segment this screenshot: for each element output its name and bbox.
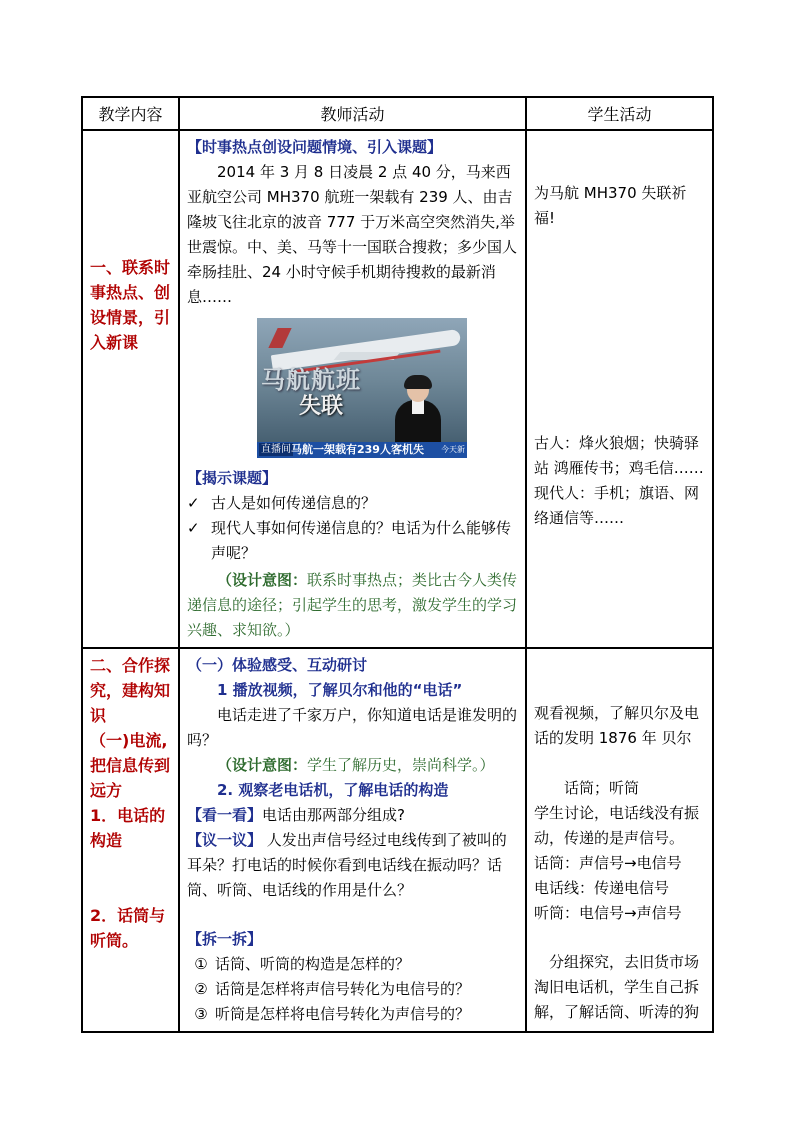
circled-one: ① <box>194 955 208 973</box>
question-text-2: 现代人事如何传递信息的？电话为什么能够传声呢？ <box>211 519 512 562</box>
take-item-2 <box>187 977 519 1002</box>
design-text: 联系时事热点；类比古今人类传递信息的途径；引起学生的思考，激发学生的学习兴趣、求知欲。） <box>187 571 518 639</box>
plane-tail-shape <box>268 328 291 348</box>
explore-part: （一）体验感受、互动研讨 <box>187 656 368 674</box>
reveal-title: 【揭示课题】 <box>187 469 278 487</box>
student-parts: 话筒；听筒 <box>564 779 640 797</box>
row-intro <box>82 130 713 648</box>
header-student: 学生活动 <box>526 97 713 130</box>
news-anchor-figure <box>391 378 445 446</box>
design-label: （设计意图： <box>217 571 308 589</box>
explore-section: 二、合作探究，建构知识 <box>90 656 171 725</box>
explore-item-2: 2．话筒与听筒。 <box>90 906 166 950</box>
design-intent-1 <box>187 568 519 643</box>
student-modern: 现代人：手机；旗语、网络通信等…… <box>534 484 700 527</box>
student-pray: 为马航 MH370 失联祈福! <box>534 184 687 227</box>
header-content: 教学内容 <box>82 97 179 130</box>
take-item-3 <box>187 1002 519 1027</box>
circled-three: ③ <box>194 1005 208 1023</box>
explore-item-1: 1．电话的构造 <box>90 806 166 850</box>
discuss-line <box>187 828 519 903</box>
explore-sub: （一)电流,把信息传到远方 <box>90 731 171 800</box>
student-ancient: 古人：烽火狼烟；快骑驿站 鸿雁传书；鸡毛信…… <box>534 434 704 477</box>
take-item-text-1: 话筒、听筒的构造是怎样的？ <box>215 955 411 973</box>
header-teacher: 教师活动 <box>179 97 526 130</box>
design-intent-2 <box>187 753 519 778</box>
news-photo <box>257 318 467 458</box>
discuss-text: 人发出声信号经过电线传到了被叫的耳朵？打电话的时候你看到电话线在振动吗？话筒、听筒、电话线的作用是什么？ <box>187 831 507 899</box>
photo-overlay-subtitle: 失联 <box>299 394 344 419</box>
student-discuss: 学生讨论，电话线没有振动，传递的是声信号。 <box>534 804 700 847</box>
ticker-text: 马航一架载有239人客机失 <box>291 443 424 456</box>
student-earpiece: 听筒：电信号→声信号 <box>534 904 682 922</box>
explore-step1: 1 播放视频，了解贝尔和他的“电话” <box>217 681 463 699</box>
student-watch: 观看视频，了解贝尔及电话的发明 1876 年 贝尔 <box>534 704 700 747</box>
look-label: 【看一看】 <box>187 806 263 824</box>
explore-content-cell <box>82 648 179 1032</box>
student-mic: 话筒：声信号→电信号 <box>534 854 682 872</box>
explore-step2: 2. 观察老电话机，了解电话的构造 <box>217 781 449 799</box>
discuss-label: 【议一议】 <box>187 831 263 849</box>
intro-title: 【时事热点创设问题情境、引入课题】 <box>187 138 443 156</box>
look-line <box>187 803 519 828</box>
check-icon: ✓ <box>187 519 200 537</box>
design-label-2: （设计意图： <box>217 756 308 774</box>
intro-teacher-cell <box>179 130 526 648</box>
take-apart-label: 【拆一拆】 <box>187 930 263 948</box>
design-text-2: 学生了解历史，崇尚科学。） <box>307 756 495 774</box>
question-text-1: 古人是如何传递信息的？ <box>211 494 377 512</box>
question-item-2 <box>187 516 519 566</box>
explore-student-cell <box>526 648 713 1032</box>
lesson-plan-table <box>81 96 714 1033</box>
take-item-text-2: 话筒是怎样将声信号转化为电信号的？ <box>215 980 471 998</box>
question-item-1 <box>187 491 519 516</box>
news-ticker <box>257 442 467 458</box>
ticker-right: 今天新 <box>441 445 465 454</box>
ticker-tag: 直播间 <box>261 444 291 455</box>
row-explore <box>82 648 713 1032</box>
explore-teacher-cell <box>179 648 526 1032</box>
intro-student-cell <box>526 130 713 648</box>
photo-overlay-title: 马航航班 <box>261 366 361 394</box>
take-item-text-3: 听筒是怎样将电信号转化为声信号的？ <box>215 1005 471 1023</box>
header-row <box>82 97 713 130</box>
student-explore: 分组探究，去旧货市场淘旧电话机，学生自己拆解，了解话筒、听涛的狗 <box>534 953 700 1021</box>
intro-paragraph: 2014 年 3 月 8 日凌晨 2 点 40 分，马来西亚航空公司 MH370 航班一架载有 239 人、由吉隆坡飞往北京的波音 777 于万米高空突然消失,举世震惊。中、美、马等十一国联合搜救；多少国人牵肠挂肚、24 小时守候手机期待搜救的最新消息…… <box>187 163 518 306</box>
intro-content-text: 一、联系时事热点、创设情景，引入新课 <box>90 258 171 352</box>
student-wire: 电话线：传递电信号 <box>534 879 670 897</box>
take-item-1 <box>187 952 519 977</box>
look-text: 电话由那两部分组成? <box>262 806 405 824</box>
check-icon: ✓ <box>187 494 200 512</box>
circled-two: ② <box>194 980 208 998</box>
explore-question: 电话走进了千家万户，你知道电话是谁发明的吗？ <box>187 706 518 749</box>
intro-content-cell <box>82 130 179 648</box>
